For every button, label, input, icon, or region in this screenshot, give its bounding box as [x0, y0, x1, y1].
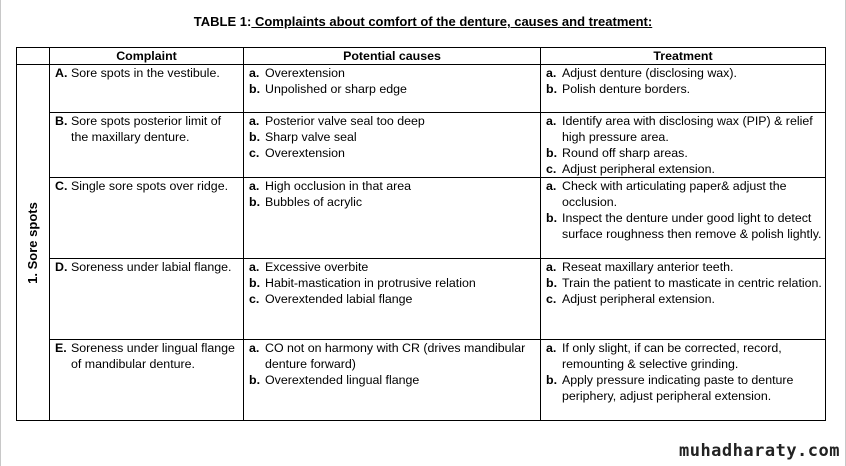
- cause-text: Excessive overbite: [265, 260, 369, 274]
- item-marker: b.: [546, 373, 558, 387]
- item-marker: C.: [55, 179, 68, 193]
- item-marker: b.: [249, 82, 261, 96]
- complaint-cell: [50, 178, 244, 259]
- treatment-cell: [541, 65, 826, 113]
- item-marker: a.: [546, 66, 557, 80]
- complaint-cell: [50, 340, 244, 421]
- complaint-cell: [50, 65, 244, 113]
- treatment-text: Adjust peripheral extension.: [562, 292, 715, 306]
- cause-text: Overextension: [265, 146, 345, 160]
- complaint-text: Single sore spots over ridge.: [71, 179, 229, 193]
- item-marker: a.: [249, 114, 260, 128]
- table-title: [0, 14, 846, 29]
- section-label: 1. Sore spots: [25, 201, 40, 284]
- item-marker: b.: [546, 276, 558, 290]
- treatment-text: Check with articulating paper& adjust the occlusion.: [562, 179, 787, 209]
- treatment-cell: [541, 178, 826, 259]
- treatment-cell: [541, 259, 826, 340]
- table-title-prefix: TABLE 1:: [193, 14, 252, 29]
- item-marker: b.: [249, 130, 261, 144]
- section-label-cell: [17, 65, 50, 421]
- treatment-text: Round off sharp areas.: [562, 146, 688, 160]
- item-marker: b.: [546, 211, 558, 225]
- item-marker: a.: [546, 114, 557, 128]
- table-row: [17, 113, 826, 178]
- header-complaint: Complaint: [50, 48, 244, 65]
- item-marker: b.: [249, 276, 261, 290]
- causes-cell: [244, 340, 541, 421]
- item-marker: a.: [249, 341, 260, 355]
- item-marker: a.: [546, 179, 557, 193]
- table-title-text: Complaints about comfort of the denture, causes and treatment:: [251, 14, 653, 29]
- cause-text: Overextended lingual flange: [265, 373, 420, 387]
- item-marker: A.: [55, 66, 68, 80]
- cause-text: Overextension: [265, 66, 345, 80]
- item-marker: b.: [546, 146, 558, 160]
- watermark: muhadharaty.com: [678, 441, 840, 461]
- cause-text: Overextended labial flange: [265, 292, 413, 306]
- item-marker: E.: [55, 341, 67, 355]
- item-marker: a.: [546, 260, 557, 274]
- header-treatment: Treatment: [541, 48, 826, 65]
- complaint-text: Soreness under lingual flange of mandibular denture.: [71, 341, 235, 371]
- item-marker: c.: [546, 292, 557, 306]
- item-marker: c.: [249, 292, 260, 306]
- complaint-text: Soreness under labial flange.: [71, 260, 232, 274]
- item-marker: D.: [55, 260, 68, 274]
- cause-text: Sharp valve seal: [265, 130, 357, 144]
- cause-text: CO not on harmony with CR (drives mandibular denture forward): [265, 341, 526, 371]
- cause-text: High occlusion in that area: [265, 179, 412, 193]
- table-row: [17, 65, 826, 113]
- item-marker: a.: [546, 341, 557, 355]
- table-row: [17, 178, 826, 259]
- item-marker: a.: [249, 66, 260, 80]
- treatment-text: Apply pressure indicating paste to denture periphery, adjust peripheral extension.: [562, 373, 794, 403]
- treatment-text: Train the patient to masticate in centric relation.: [562, 276, 822, 290]
- treatment-text: Inspect the denture under good light to detect surface roughness then remove & polish lightly.: [562, 211, 822, 241]
- item-marker: c.: [546, 162, 557, 176]
- treatment-cell: [541, 113, 826, 178]
- complaint-text: Sore spots in the vestibule.: [71, 66, 220, 80]
- item-marker: b.: [249, 195, 261, 209]
- item-marker: b.: [546, 82, 558, 96]
- cause-text: Posterior valve seal too deep: [265, 114, 425, 128]
- complaint-text: Sore spots posterior limit of the maxillary denture.: [71, 114, 222, 144]
- complaint-cell: [50, 113, 244, 178]
- complaints-table: [16, 47, 826, 421]
- complaint-cell: [50, 259, 244, 340]
- causes-cell: [244, 113, 541, 178]
- treatment-text: If only slight, if can be corrected, record, remounting & selective grinding.: [562, 341, 782, 371]
- header-row: [17, 48, 826, 65]
- treatment-cell: [541, 340, 826, 421]
- treatment-text: Reseat maxillary anterior teeth.: [562, 260, 734, 274]
- cause-text: Bubbles of acrylic: [265, 195, 363, 209]
- table-row: [17, 259, 826, 340]
- item-marker: c.: [249, 146, 260, 160]
- treatment-text: Adjust peripheral extension.: [562, 162, 715, 176]
- treatment-text: Adjust denture (disclosing wax).: [562, 66, 737, 80]
- treatment-text: Polish denture borders.: [562, 82, 691, 96]
- header-causes: Potential causes: [244, 48, 541, 65]
- treatment-text: Identify area with disclosing wax (PIP) & relief high pressure area.: [562, 114, 813, 144]
- causes-cell: [244, 178, 541, 259]
- causes-cell: [244, 65, 541, 113]
- item-marker: a.: [249, 179, 260, 193]
- cause-text: Unpolished or sharp edge: [265, 82, 407, 96]
- table-row: [17, 340, 826, 421]
- cause-text: Habit-mastication in protrusive relation: [265, 276, 476, 290]
- item-marker: B.: [55, 114, 68, 128]
- header-blank: [17, 48, 50, 65]
- item-marker: b.: [249, 373, 261, 387]
- causes-cell: [244, 259, 541, 340]
- item-marker: a.: [249, 260, 260, 274]
